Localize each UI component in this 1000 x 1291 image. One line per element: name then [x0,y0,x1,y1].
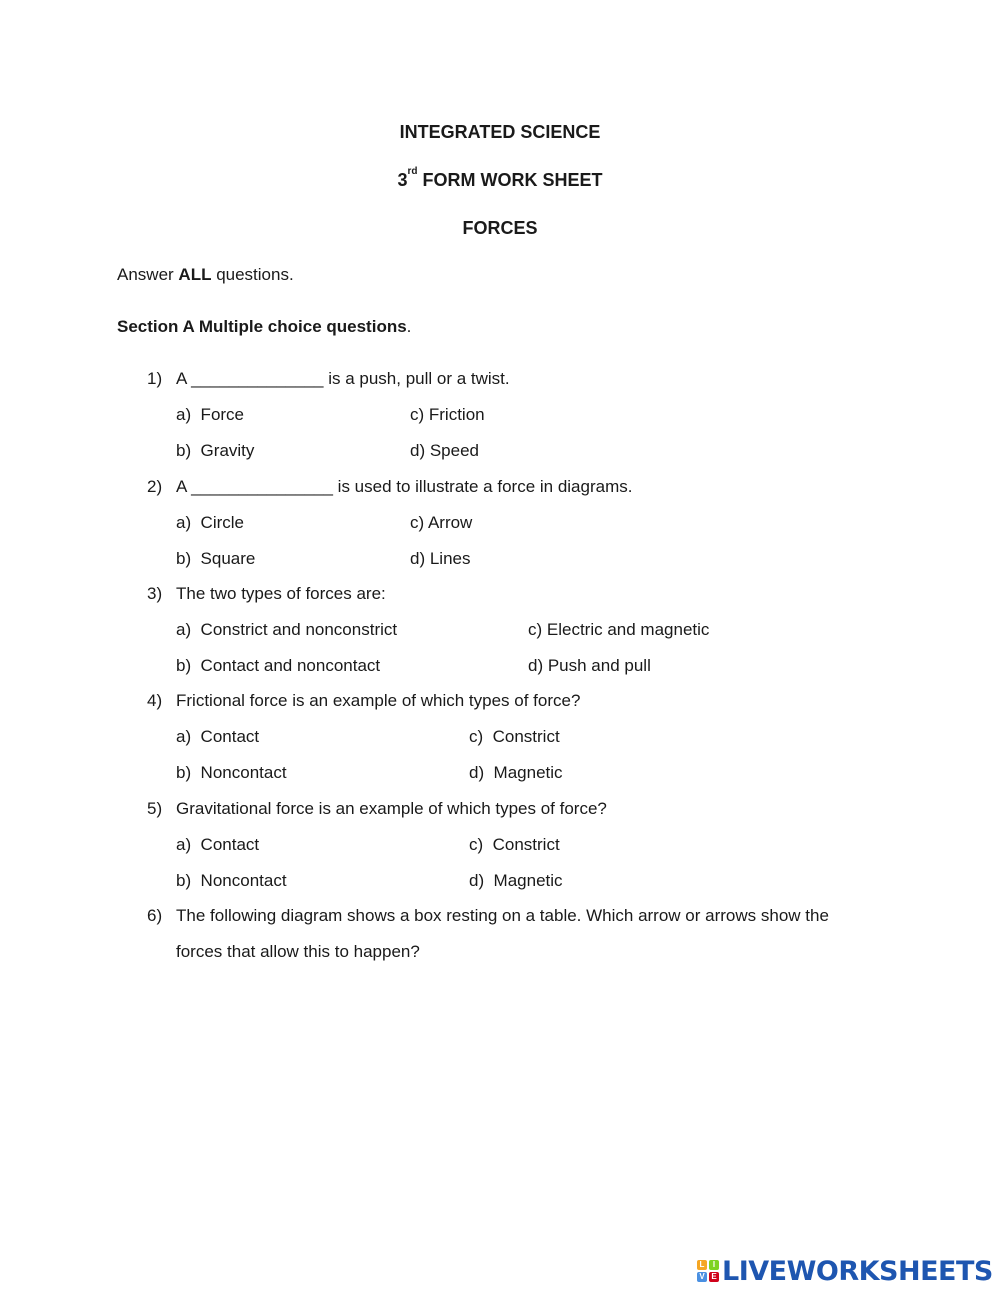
instructions-suffix: questions. [211,265,294,284]
option-b[interactable]: b) Noncontact [176,763,287,782]
instructions [117,266,294,283]
form-number: 3 [397,170,408,190]
question-text: Gravitational force is an example of which types of force? [176,799,607,818]
option-c[interactable]: c) Arrow [410,513,473,532]
question-number: 2) [147,477,163,496]
option-a[interactable]: a) Constrict and nonconstrict [176,620,398,639]
logo-letter: E [709,1272,719,1282]
option-d[interactable]: d) Magnetic [469,871,563,890]
section-title: Section A Multiple choice questions [117,317,407,336]
option-c[interactable]: c) Constrict [469,835,560,854]
option-a[interactable]: a) Circle [176,513,245,532]
form-title [0,166,1000,190]
logo-letter: L [697,1260,707,1270]
option-c[interactable]: c) Constrict [469,727,560,746]
option-a[interactable]: a) Contact [176,835,260,854]
question-number: 5) [147,799,163,818]
form-suffix: rd [407,166,418,177]
question-text: A ______________ is a push, pull or a twist. [176,369,510,388]
question-number: 1) [147,369,163,388]
question-text: A _______________ is used to illustrate a force in diagrams. [176,477,633,496]
option-b[interactable]: b) Gravity [176,441,255,460]
option-c[interactable]: c) Electric and magnetic [528,620,710,639]
logo-letter: I [709,1260,719,1270]
instructions-prefix: Answer [117,265,179,284]
question-text-line1: The following diagram shows a box resting on a table. Which arrow or arrows show the [176,906,829,925]
instructions-emphasis: ALL [178,265,212,284]
form-rest: FORM WORK SHEET [417,170,603,190]
section-heading [117,318,411,335]
option-d[interactable]: d) Push and pull [528,656,651,675]
logo-letter: V [697,1272,707,1282]
section-trailing: . [406,317,412,336]
option-d[interactable]: d) Speed [410,441,479,460]
topic-title: FORCES [462,218,538,238]
question-number: 3) [147,584,163,603]
option-c[interactable]: c) Friction [410,405,485,424]
option-d[interactable]: d) Magnetic [469,763,563,782]
option-a[interactable]: a) Force [176,405,245,424]
option-d[interactable]: d) Lines [410,549,471,568]
question-number: 6) [147,906,163,925]
logo-text: LIVEWORKSHEETS [722,1255,993,1287]
option-b[interactable]: b) Contact and noncontact [176,656,381,675]
question-text-line2: forces that allow this to happen? [176,942,420,961]
question-text: Frictional force is an example of which types of force? [176,691,581,710]
question-text: The two types of forces are: [176,584,386,603]
option-a[interactable]: a) Contact [176,727,260,746]
liveworksheets-logo[interactable] [697,1255,993,1287]
subject-title: INTEGRATED SCIENCE [399,122,601,142]
option-b[interactable]: b) Noncontact [176,871,287,890]
option-b[interactable]: b) Square [176,549,256,568]
question-number: 4) [147,691,163,710]
logo-blocks-icon [697,1260,719,1282]
